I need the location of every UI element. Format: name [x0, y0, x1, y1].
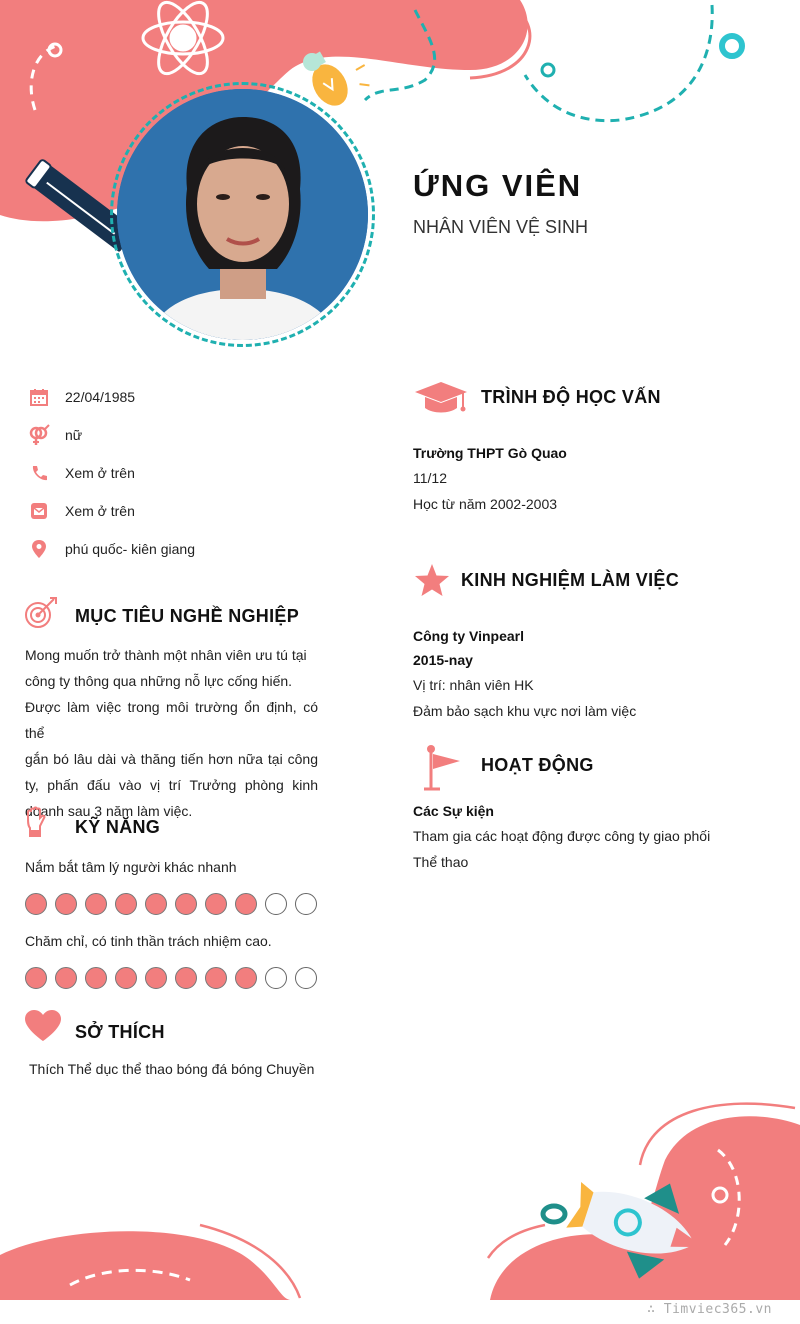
skill-name: Nắm bắt tâm lý người khác nhanh [25, 859, 237, 875]
experience-period: 2015-nay [413, 652, 473, 668]
contact-email [28, 499, 348, 523]
rating-dot-filled [85, 967, 107, 989]
flag-icon [420, 744, 464, 797]
skill-rating [25, 893, 317, 915]
education-period: Học từ năm 2002-2003 [413, 496, 558, 512]
contact-birthdate [28, 385, 348, 409]
education-title: TRÌNH ĐỘ HỌC VẤN [481, 387, 661, 407]
mail-icon [28, 500, 50, 522]
rating-dot-filled [145, 967, 167, 989]
education-grade: 11/12 [413, 470, 447, 486]
candidate-name: ỨNG VIÊN [413, 168, 583, 203]
location-icon [28, 538, 50, 560]
activity-description: Tham gia các hoạt động được công ty giao phối [413, 828, 711, 844]
gender-icon [28, 424, 50, 446]
rating-dot-empty [265, 967, 287, 989]
rating-dot-filled [85, 893, 107, 915]
rating-dot-filled [55, 893, 77, 915]
avatar [110, 82, 375, 347]
rating-dot-filled [55, 967, 77, 989]
avatar-photo [117, 89, 368, 340]
objective-line: công ty thông qua những nỗ lực cống hiến. [25, 673, 293, 689]
rating-dot-empty [295, 893, 317, 915]
rating-dot-filled [145, 893, 167, 915]
objective-line: Mong muốn trở thành một nhân viên ưu tú tại [25, 647, 307, 663]
rating-dot-empty [295, 967, 317, 989]
contact-gender [28, 423, 348, 447]
rating-dot-filled [25, 967, 47, 989]
activity-name: Các Sự kiện [413, 803, 494, 819]
objective-text [25, 642, 318, 824]
gender-text: nữ [65, 427, 83, 443]
skills-title: KỸ NĂNG [75, 817, 161, 837]
rating-dot-filled [235, 893, 257, 915]
rating-dot-empty [265, 893, 287, 915]
objective-line: ty, phấn đấu vào vị trí Trưởng phòng kinh [25, 777, 318, 793]
objective-line: Được làm việc trong môi trường ổn định, có thể [25, 699, 318, 741]
experience-company: Công ty Vinpearl [413, 628, 524, 644]
watermark: ∴ Timviec365.vn [647, 1302, 772, 1317]
hobbies-text: Thích Thể dục thể thao bóng đá bóng Chuyền [29, 1061, 315, 1077]
activity-extra: Thể thao [413, 854, 469, 870]
address-text: phú quốc- kiên giang [65, 541, 195, 557]
rating-dot-filled [175, 893, 197, 915]
objective-line: doanh sau 3 năm làm việc. [25, 803, 193, 819]
job-title: NHÂN VIÊN VỆ SINH [413, 217, 589, 237]
education-school: Trường THPT Gò Quao [413, 445, 567, 461]
heart-icon [24, 1010, 62, 1047]
birthdate-text: 22/04/1985 [65, 389, 136, 405]
experience-title: KINH NGHIỆM LÀM VIỆC [461, 570, 680, 590]
graduation-cap-icon [413, 380, 469, 421]
rating-dot-filled [115, 967, 137, 989]
skill-rating [25, 967, 317, 989]
contact-phone [28, 461, 348, 485]
objective-line: gắn bó lâu dài và thăng tiến hơn nữa tại công [25, 751, 318, 767]
phone-icon [28, 462, 50, 484]
rating-dot-filled [25, 893, 47, 915]
experience-description: Đảm bảo sạch khu vực nơi làm việc [413, 703, 637, 719]
rating-dot-filled [235, 967, 257, 989]
rating-dot-filled [175, 967, 197, 989]
contact-address [28, 537, 348, 561]
rating-dot-filled [205, 893, 227, 915]
phone-text: Xem ở trên [65, 465, 135, 481]
experience-position: Vị trí: nhân viên HK [413, 677, 534, 693]
hobbies-title: SỞ THÍCH [75, 1022, 165, 1042]
activities-title: HOẠT ĐỘNG [481, 755, 594, 775]
target-icon [24, 596, 58, 635]
star-icon [414, 563, 450, 602]
rating-dot-filled [115, 893, 137, 915]
hand-icon [24, 806, 48, 843]
objective-title: MỤC TIÊU NGHỀ NGHIỆP [75, 606, 300, 626]
skill-name: Chăm chỉ, có tinh thần trách nhiệm cao. [25, 933, 272, 949]
rating-dot-filled [205, 967, 227, 989]
calendar-icon [28, 386, 50, 408]
email-text: Xem ở trên [65, 503, 135, 519]
